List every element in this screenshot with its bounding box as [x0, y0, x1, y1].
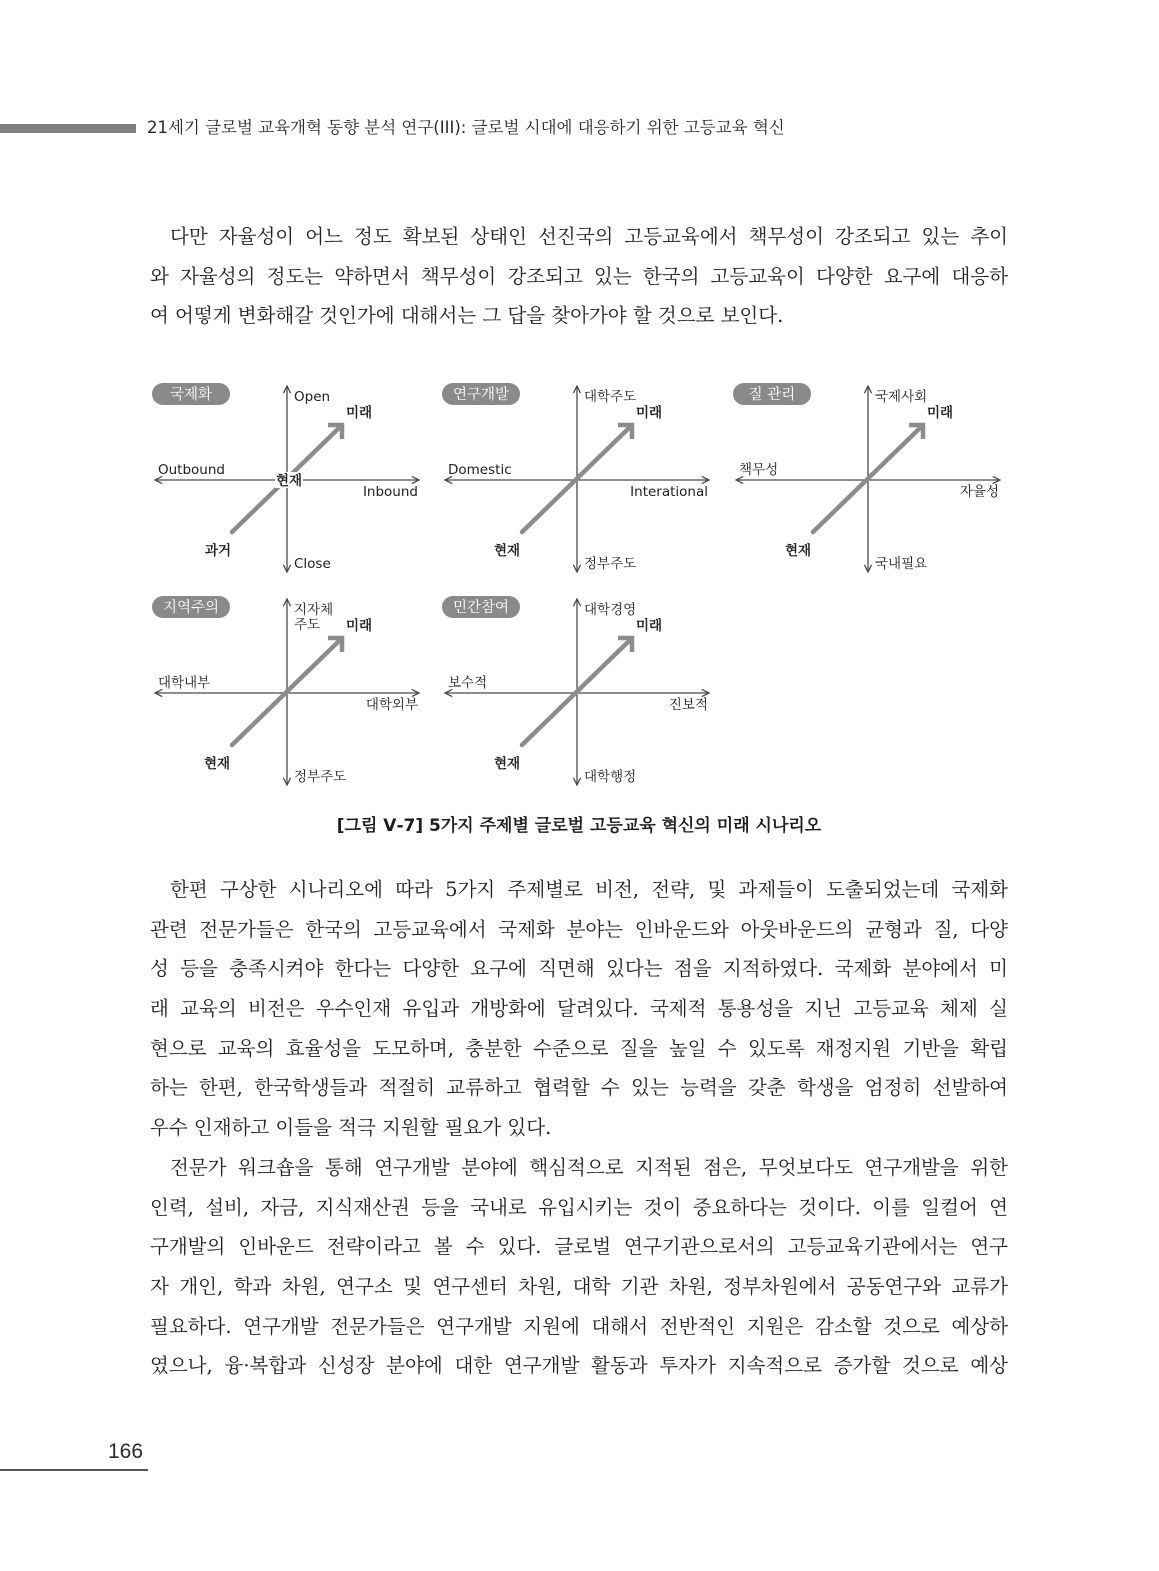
- future-label: 미래: [636, 405, 663, 421]
- axis-right-label: 진보적: [668, 697, 708, 713]
- scenario-diagram-4: [152, 596, 419, 785]
- future-label: 미래: [636, 618, 663, 634]
- present-label: 현재: [275, 473, 303, 489]
- text-line: 한편 구상한 시나리오에 따라 5가지 주제별로 비전, 전략, 및 과제들이 도출되었는데 국제화: [170, 878, 1008, 901]
- axis-right-label: 대학외부: [365, 697, 418, 713]
- text-line: 하는 한편, 한국학생들과 적절히 교류하고 협력할 수 있는 능력을 갖춘 학생을 엄정히 선발하여: [150, 1076, 1008, 1100]
- running-header-title: 21세기 글로벌 교육개혁 동향 분석 연구(III): 글로벌 시대에 대응하기 위한 고등교육 혁신: [147, 118, 785, 137]
- axis-left-label: Outbound: [158, 462, 225, 478]
- present-label: 현재: [494, 756, 521, 772]
- axis-left-label: 대학내부: [158, 675, 211, 691]
- axis-top-label: Open: [294, 389, 331, 405]
- text-line: 구개발의 인바운드 전략이라고 볼 수 있다. 글로벌 연구기관으로서의 고등교육기관에서는 연구: [150, 1235, 1008, 1259]
- text-line: 여 어떻게 변화해갈 것인가에 대해서는 그 답을 찾아가야 할 것으로 보인다.: [150, 304, 784, 328]
- past-label: 과거: [205, 543, 232, 559]
- axis-top-label-line2: 주도: [294, 617, 321, 633]
- text-line: 우수 인재하고 이들을 적극 지원할 필요가 있다.: [150, 1116, 552, 1140]
- axis-bottom-label: 국내필요: [875, 556, 928, 572]
- future-label: 미래: [346, 618, 373, 634]
- figure-caption: [그림 Ⅴ-7] 5가지 주제별 글로벌 고등교육 혁신의 미래 시나리오: [336, 816, 822, 836]
- text-line: 자 개인, 학과 차원, 연구소 및 연구센터 차원, 대학 기관 차원, 정부차원에서 공동연구와 교류가: [150, 1274, 1008, 1298]
- axis-left-label: 책무성: [739, 462, 779, 478]
- scenario-diagram-1: [152, 383, 419, 572]
- axis-top-label: 지자체: [294, 602, 334, 618]
- axis-left-label: Domestic: [448, 462, 512, 478]
- topic-badge-label: 질 관리: [748, 387, 796, 403]
- text-line: 였으나, 융·복합과 신성장 분야에 대한 연구개발 활동과 투자가 지속적으로 증가할 것으로 예상: [150, 1354, 1008, 1378]
- text-line: 필요하다. 연구개발 전문가들은 연구개발 지원에 대해서 전반적인 지원은 감소할 것으로 예상하: [150, 1314, 1008, 1338]
- axis-top-label: 대학주도: [584, 389, 637, 405]
- scenario-diagrams: [0, 370, 1159, 810]
- text-line: 전문가 워크숍을 통해 연구개발 분야에 핵심적으로 지적된 점은, 무엇보다도 연구개발을 위한: [170, 1155, 1008, 1179]
- text-line: 다만 자율성이 어느 정도 확보된 상태인 선진국의 고등교육에서 책무성이 강조되고 있는 추이: [170, 225, 1008, 248]
- text-line: 와 자율성의 정도는 약하면서 책무성이 강조되고 있는 한국의 고등교육이 다양한 요구에 대응하: [150, 264, 1008, 288]
- axis-bottom-label: 정부주도: [294, 769, 347, 785]
- present-label: 현재: [785, 543, 812, 559]
- future-label: 미래: [927, 405, 954, 421]
- footer-rule: [0, 1469, 148, 1471]
- present-label: 현재: [494, 543, 521, 559]
- page-number: 166: [108, 1440, 144, 1463]
- topic-badge-label: 연구개발: [452, 387, 510, 403]
- axis-left-label: 보수적: [448, 675, 488, 691]
- topic-badge-label: 지역주의: [162, 600, 220, 616]
- axis-top-label: 대학경영: [584, 602, 637, 618]
- paragraph-1: [150, 217, 1008, 336]
- axis-bottom-label: 대학행정: [584, 769, 637, 785]
- scenario-diagram-2: [442, 383, 709, 572]
- text-line: 관련 전문가들은 한국의 고등교육에서 국제화 분야는 인바운드와 아웃바운드의 균형과 질, 다양: [150, 917, 1008, 941]
- axis-bottom-label: Close: [294, 556, 331, 572]
- axis-right-label: Inbound: [362, 484, 418, 500]
- text-line: 래 교육의 비전은 우수인재 유입과 개방화에 달려있다. 국제적 통용성을 지닌 고등교육 체제 실: [150, 997, 1008, 1021]
- present-label: 현재: [204, 756, 231, 772]
- paragraph-2-3: [150, 870, 1008, 1386]
- topic-badge-label: 국제화: [169, 387, 213, 403]
- text-line: 성 등을 충족시켜야 한다는 다양한 요구에 직면해 있다는 점을 지적하였다. 국제화 분야에서 미: [150, 957, 1008, 981]
- axis-right-label: Interational: [630, 484, 708, 500]
- text-line: 인력, 설비, 자금, 지식재산권 등을 국내로 유입시키는 것이 중요하다는 것이다. 이를 일컬어 연: [150, 1195, 1008, 1219]
- topic-badge-label: 민간참여: [452, 600, 510, 616]
- scenario-diagram-3: [733, 383, 1000, 572]
- axis-bottom-label: 정부주도: [584, 556, 637, 572]
- scenario-diagram-5: [442, 596, 709, 785]
- text-line: 현으로 교육의 효율성을 도모하며, 충분한 수준으로 질을 높일 수 있도록 재정지원 기반을 확립: [150, 1036, 1008, 1060]
- axis-right-label: 자율성: [959, 484, 999, 500]
- axis-top-label: 국제사회: [875, 389, 928, 405]
- header-bar: [0, 124, 136, 133]
- future-label: 미래: [346, 405, 373, 421]
